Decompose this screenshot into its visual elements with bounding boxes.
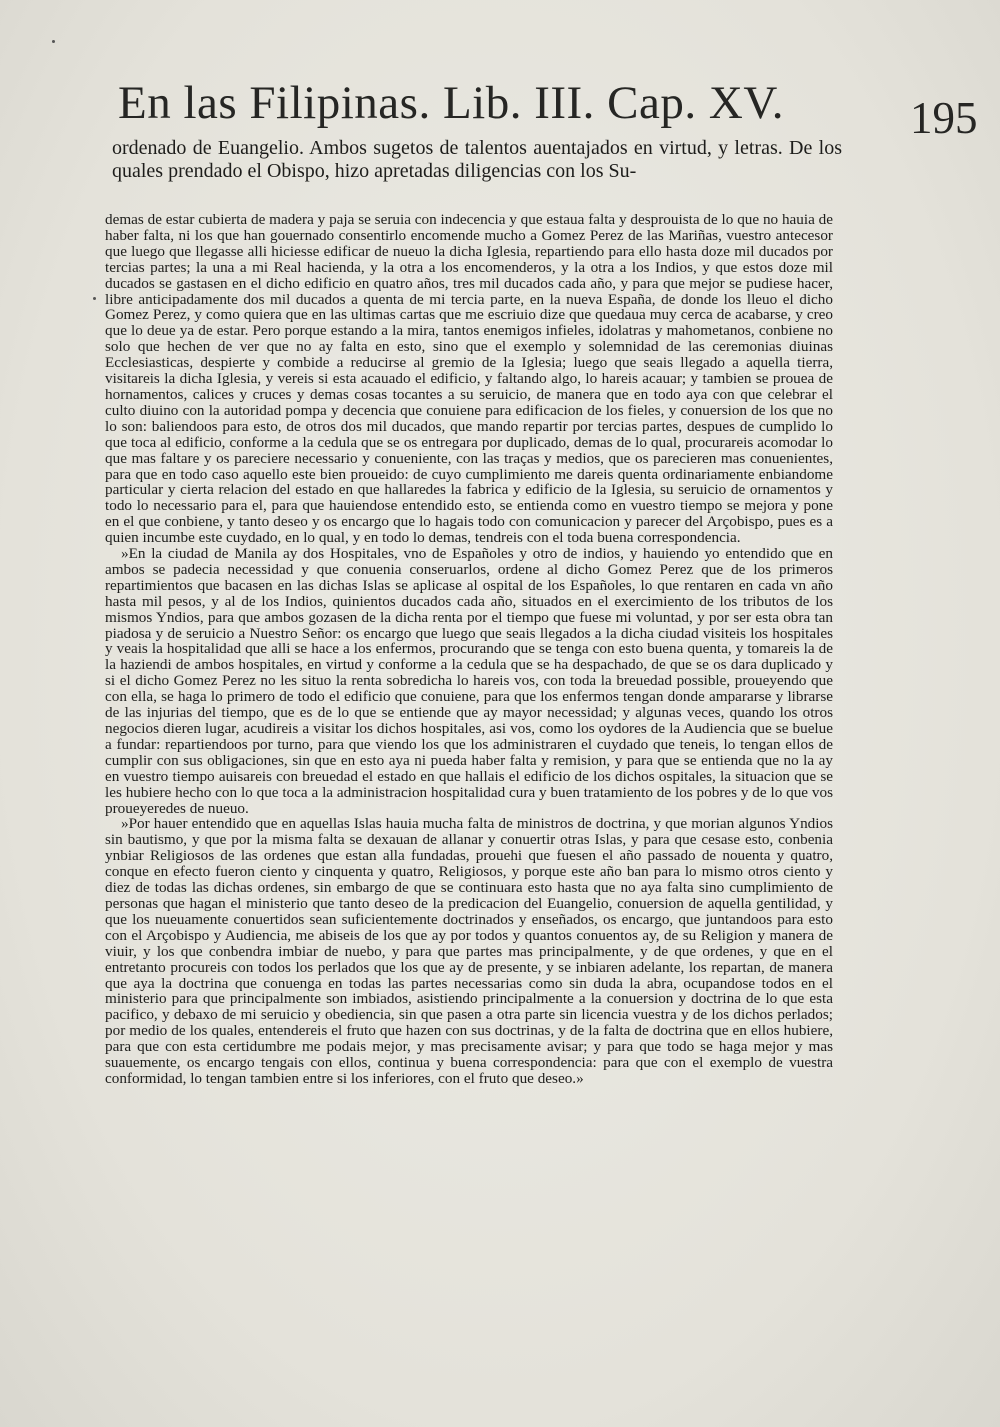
- decree-paragraph: »Por hauer entendido que en aquellas Islas hauia mucha falta de ministros de doctrina, y que morian algunos Yndios sin bautismo, y que por la misma falta se dexauan de allanar y conuertir otras Islas, y para que cesase esto, conbenia ynbiar Religiosos de las ordenes que estan alla fundadas, prouehi que fuesen el año passado de nouenta y quatro, conque en efecto fueron ciento y cinquenta y quatro, Religiosos, y porque este año ban para lo mismo otros ciento y diez de todas las dichas ordenes, sin embargo de que se continuara esto hasta que no aya falta sino cumplimiento de personas que hagan el ministerio que tanto deseo de la predicacion del Euangelio, conuersion de aquella gentilidad, y que los nueuamente conuertidos sean suficientemente doctrinados y enseñados, os encargo, que juntandoos para esto con el Arçobispo y Audiencia, me abiseis de los que ay por todos y quantos conuentos ay, de su Religion y manera de viuir, y los que conbendra imbiar de nuebo, y para que partes mas principalmente, y de que ordenes, y que en el entretanto procureis con todos los perlados que los que ay de presente, y se inbiaren adelante, los repartan, de manera que aya la doctrina que conuenga en todas las partes necessarias como sin duda la abra, ocupandose todos en el ministerio para que principalmente son imbiados, asistiendo principalmente a la conuersion y doctrina de lo que esta pacifico, y debaxo de mi seruicio y obediencia, sin que pasen a otra parte sin licencia vuestra y de los dichos perlados; por medio de los quales, entendereis el fruto que hazen con sus doctrinas, y de la falta de doctrina que en ellos hubiere, para que con esta certidumbre me podais mejor, y mas precisamente avisar; y para que todo se haga mejor y mas suauemente, os encargo tengais con ellos, continua y buena correspondencia: para que con el exemplo de vuestra conformidad, lo tengan tambien entre si los inferiores, con el fruto que deseo.»: [105, 815, 833, 1087]
- print-speck: [52, 40, 55, 43]
- page-number: 195: [910, 93, 978, 143]
- continuation-text: ordenado de Euangelio. Ambos sugetos de talentos auentajados en virtud, y letras. De los quales prendado el Obispo, hizo apretadas diligencias con los Su-: [112, 137, 842, 182]
- running-head: En las Filipinas. Lib. III. Cap. XV.: [118, 77, 784, 129]
- decree-paragraph: demas de estar cubierta de madera y paja se seruia con indecencia y que estaua falta y desprouista de lo que no hauia de haber falta, ni los que han gouernado consentirlo encomende mucho a Gomez Perez de las Mariñas, vuestro antecesor que luego que llegasse alli hiciesse edificar de nueuo la dicha Iglesia, repartiendo para ello hasta doze mil ducados por tercias partes; la una a mi Real hacienda, y la otra a los encomenderos, y la otra a los Indios, y que estos doze mil ducados se gastasen en el dicho edificio en quatro años, tres mil ducados cada año, y para que mejor se pudiese hacer, libre anticipadamente dos mil ducados a quenta de mi tercia parte, en la nueva España, de donde los lleuo el dicho Gomez Perez, y como quiera que en las ultimas cartas que me escriuio dize que quedaua muy cerca de acabarse, y creo que lo deue ya de estar. Pero porque estando a la mira, tantos enemigos infieles, idolatras y mahometanos, conbiene no solo que hechen de ver que no ay falta en esto, sino que el exemplo y solemnidad de las ceremonias diuinas Ecclesiasticas, despierte y combide a reducirse al gremio de la Iglesia; luego que seais llegado a aquella tierra, visitareis la dicha Iglesia, y vereis si esta acauado el edificio, y faltando algo, lo hareis acauar; y tambien se prouea de hornamentos, calices y cruces y demas cosas tocantes a su seruicio, de manera que en todo aya con que celebrar el culto diuino con la autoridad pompa y decencia que conuiene para edificacion de los fieles, y conuersion de los que no lo son: baliendoos para esto, de otros dos mil ducados, que mando repartir por tercias partes, despues de cumplido lo que toca al edificio, conforme a la cedula que se os entregara por duplicado, demas de lo qual, procurareis acomodar lo que mas faltare y os pareciere necessario y conueniente, con las traças y medios, que os parecieren mas conuenientes, para que en todo caso aquello este bien proueido: de cuyo cumplimiento me dareis quenta ordinariamente enbiandome particular y cierta relacion del estado en que hallaredes la fabrica y edificio de la Iglesia, su seruicio de ornamentos y todo lo necessario para el, para que hauiendose entendido esto, se entienda como en vuestro tiempo se mejora y pone en el que conbiene, y tanto deseo y os encargo que lo hagais todo con comunicacion y parecer del Arçobispo, pues es a quien incumbe este cuydado, en lo qual, y en todo lo demas, tendreis con el toda buena correspondencia.: [105, 211, 833, 547]
- decree-text-block: [105, 212, 833, 1087]
- print-speck: [93, 297, 96, 300]
- decree-paragraph: »En la ciudad de Manila ay dos Hospitales, vno de Españoles y otro de indios, y hauiendo yo entendido que en ambos se padecia necessidad y que conuenia conseruarlos, ordene al dicho Gomez Perez que de los primeros repartimientos que bacasen en las dichas Islas se aplicase al ospital de los Españoles, lo que rentaren en cada vn año hasta mil pesos, y al de los Indios, quinientos ducados cada año, situados en el exercimiento de los tributos de los mismos Yndios, para que ambos gozasen de la dicha renta por el tiempo que fuese mi voluntad, y por ser esta obra tan piadosa y de seruicio a Nuestro Señor: os encargo que luego que seais llegados a la dicha ciudad visiteis los hospitales y veais la hospitalidad que alli se hace a los enfermos, procurando que se tenga con esto buena quenta, y tomareis la de la haziendi de ambos hospitales, en virtud y conforme a la cedula que se ha despachado, de que se os dara duplicado y si el dicho Gomez Perez no les situo la renta sobredicha lo hareis vos, con toda la breuedad possible, proueyendo que con ella, se haga lo primero de todo el edificio que conuiene, para que los enfermos tengan donde ampararse y librarse de las injurias del tiempo, que es de lo que se entiende que ay mayor necessidad; y algunas veces, quando los otros negocios dieren lugar, acudireis a visitar los dichos hospitales, asi vos, como los oydores de la Audiencia que se buelue a fundar: repartiendoos por turno, para que viendo los que los administraren el cuydado que teneis, lo tengan ellos de cumplir con sus obligaciones, sin que en esto aya ni pueda haber falta y remision, y para que se entienda que no la ay en vuestro tiempo auisareis con breuedad el estado en que hallais el edificio de los dichos ospitales, la situacion que se les hubiere hecho con lo que toca a la administracion hospitalidad cura y buen tratamiento de los pobres y de lo que vos proueyeredes de nueuo.: [105, 545, 833, 817]
